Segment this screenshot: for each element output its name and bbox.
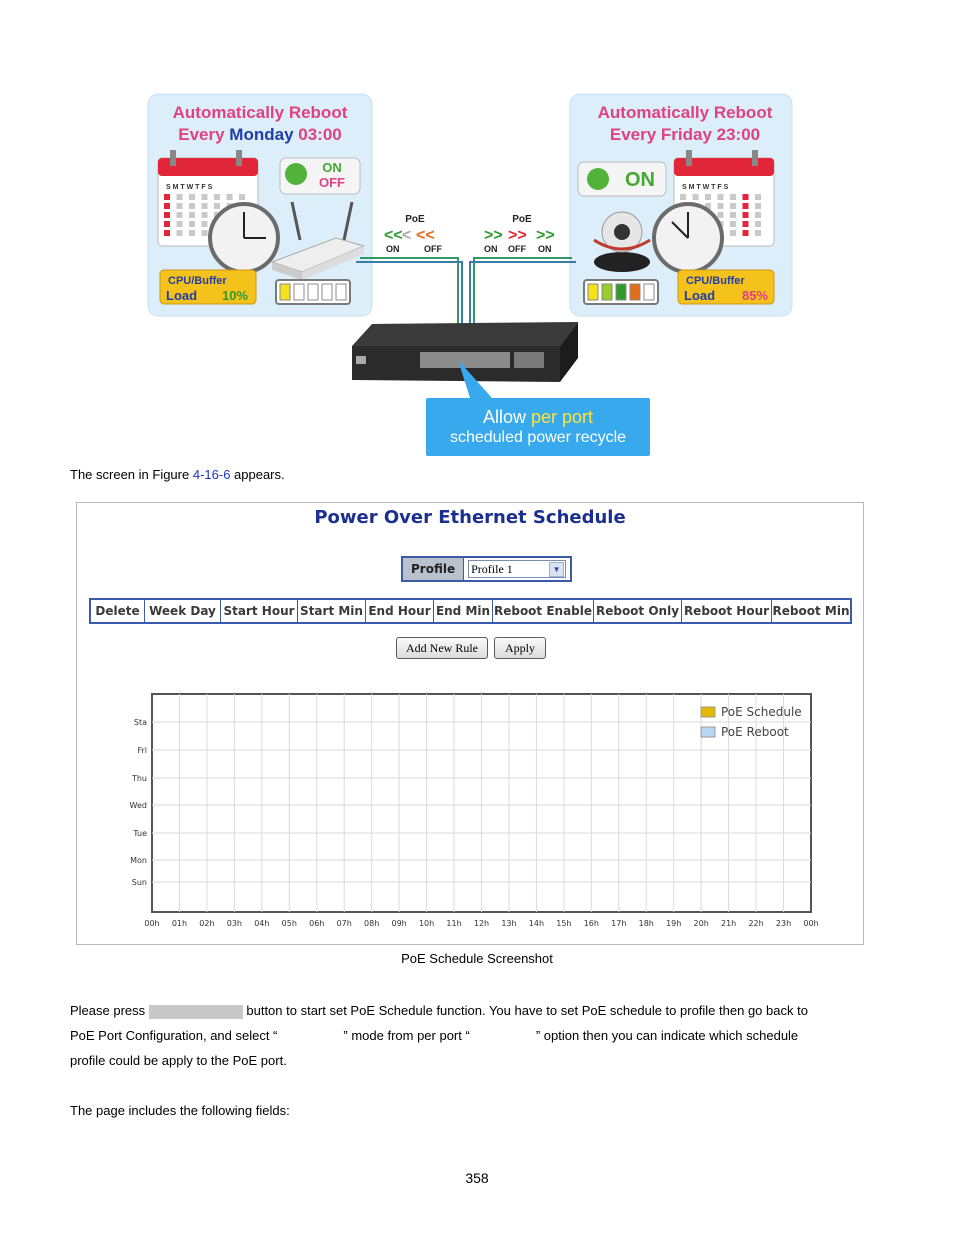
profile-label: Profile — [403, 558, 464, 580]
svg-text:<: < — [402, 227, 412, 244]
x-tick-label: 21h — [721, 919, 737, 928]
x-tick-label: 05h — [281, 919, 297, 928]
x-tick-label: 19h — [666, 919, 682, 928]
col-week-day: Week Day — [145, 600, 221, 622]
col-start-min: Start Min — [298, 600, 366, 622]
x-tick-label: 04h — [254, 919, 270, 928]
x-tick-label: 07h — [336, 919, 352, 928]
x-tick-label: 00h — [144, 919, 160, 928]
x-tick-label: 01h — [171, 919, 188, 928]
right-title-line2: Every Friday 23:00 — [609, 125, 761, 144]
svg-text:>>: >> — [484, 227, 503, 244]
figure-link[interactable]: 4-16-6 — [192, 467, 231, 482]
svg-text:scheduled power recycle: scheduled power recycle — [449, 429, 627, 446]
chevron-down-icon[interactable]: ▼ — [549, 562, 564, 577]
legend-swatch — [701, 727, 715, 737]
x-tick-label: 00h — [803, 919, 819, 928]
fields-intro: The page includes the following fields: — [70, 1103, 290, 1118]
svg-text:<<: << — [416, 227, 435, 244]
svg-text:ON: ON — [484, 244, 498, 254]
button-placeholder — [149, 1005, 243, 1019]
col-reboot-only: Reboot Only — [594, 600, 682, 622]
x-tick-label: 14h — [528, 919, 545, 928]
x-tick-label: 22h — [748, 919, 764, 928]
svg-text:S M T W T F S: S M T W T F S — [166, 184, 213, 191]
legend-swatch — [701, 707, 715, 717]
x-tick-label: 18h — [638, 919, 654, 928]
body-line-1: Please press button to start set PoE Schedule function. You have to set PoE schedule to profile then go back to — [70, 1003, 808, 1018]
x-tick-label: 08h — [364, 919, 380, 928]
svg-text:S M T W T F S: S M T W T F S — [682, 184, 729, 191]
svg-text:PoE: PoE — [512, 214, 532, 225]
svg-text:ON: ON — [625, 169, 655, 191]
x-tick-label: 13h — [501, 919, 517, 928]
x-tick-label: 16h — [583, 919, 599, 928]
profile-selector — [401, 556, 572, 582]
svg-text:Load: Load — [684, 288, 716, 303]
y-tick-label: Fri — [137, 746, 147, 755]
col-end-min: End Min — [434, 600, 493, 622]
page-title: Power Over Ethernet Schedule — [314, 507, 626, 528]
y-tick-label: Mon — [130, 856, 147, 865]
svg-text:OFF: OFF — [508, 244, 526, 254]
x-tick-label: 23h — [775, 919, 792, 928]
poe-off-arrows — [384, 214, 442, 254]
svg-text:Load: Load — [166, 288, 198, 303]
figure-caption: PoE Schedule Screenshot — [401, 951, 553, 966]
left-title-line2: Every Monday 03:00 — [178, 125, 342, 144]
x-tick-label: 10h — [418, 919, 435, 928]
x-tick-label: 11h — [446, 919, 462, 928]
profile-select-value: Profile 1 — [471, 562, 513, 576]
x-tick-label: 02h — [199, 919, 215, 928]
svg-text:<<: << — [384, 227, 403, 244]
body-line-2: PoE Port Configuration, and select “ ” mode from per port “ ” option then you can indicate which schedule — [70, 1028, 799, 1043]
col-delete: Delete — [91, 600, 145, 622]
svg-text:OFF: OFF — [319, 175, 345, 190]
add-new-rule-button[interactable]: Add New Rule — [396, 637, 488, 659]
svg-text:85%: 85% — [741, 288, 768, 303]
y-tick-label: Tue — [133, 829, 147, 838]
profile-select[interactable] — [468, 560, 566, 578]
body-line-3: profile could be apply to the PoE port. — [70, 1053, 287, 1068]
x-tick-label: 03h — [226, 919, 242, 928]
schedule-chart — [77, 683, 863, 941]
x-tick-label: 12h — [473, 919, 490, 928]
x-tick-label: 09h — [391, 919, 407, 928]
svg-text:CPU/Buffer: CPU/Buffer — [686, 275, 745, 287]
y-tick-label: Sta — [133, 718, 147, 727]
col-start-hour: Start Hour — [221, 600, 298, 622]
clock-icon — [654, 204, 722, 272]
right-title-line1: Automatically Reboot — [597, 103, 773, 122]
svg-text:ON: ON — [322, 160, 342, 175]
schedule-table-header — [89, 598, 852, 624]
apply-button[interactable]: Apply — [494, 637, 546, 659]
poe-reboot-illustration — [140, 90, 773, 460]
svg-text:10%: 10% — [221, 288, 248, 303]
left-title-line1: Automatically Reboot — [172, 103, 348, 122]
x-tick-label: 17h — [611, 919, 627, 928]
svg-text:>>: >> — [536, 227, 555, 244]
svg-text:PoE: PoE — [405, 214, 425, 225]
load-meter — [584, 280, 658, 304]
legend-label: PoE Schedule — [721, 705, 802, 719]
y-tick-label: Wed — [129, 801, 147, 810]
col-end-hour: End Hour — [366, 600, 434, 622]
col-reboot-hour: Reboot Hour — [682, 600, 772, 622]
x-tick-label: 06h — [309, 919, 325, 928]
clock-icon — [210, 204, 278, 272]
x-tick-label: 15h — [556, 919, 572, 928]
legend-label: PoE Reboot — [721, 725, 789, 739]
svg-text:Allow per port: Allow per port — [482, 407, 594, 427]
y-tick-label: Thu — [131, 774, 147, 783]
poe-schedule-screenshot — [76, 502, 864, 945]
power-on-off-icon — [280, 158, 360, 194]
col-reboot-min: Reboot Min — [772, 604, 850, 618]
svg-text:OFF: OFF — [424, 244, 442, 254]
y-tick-label: Sun — [131, 878, 147, 887]
load-meter — [276, 280, 350, 304]
intro-text: The screen in Figure 4-16-6 appears. — [70, 467, 285, 482]
power-on-icon — [578, 162, 666, 196]
cpu-load-badge — [678, 270, 774, 304]
cpu-load-badge — [160, 270, 256, 304]
x-tick-label: 20h — [693, 919, 709, 928]
page-number: 358 — [465, 1170, 489, 1186]
svg-text:ON: ON — [386, 244, 400, 254]
svg-text:ON: ON — [538, 244, 552, 254]
col-reboot-enable: Reboot Enable — [493, 600, 594, 622]
svg-text:>>: >> — [508, 227, 527, 244]
poe-recycle-arrows — [484, 214, 555, 254]
svg-text:CPU/Buffer: CPU/Buffer — [168, 275, 227, 287]
